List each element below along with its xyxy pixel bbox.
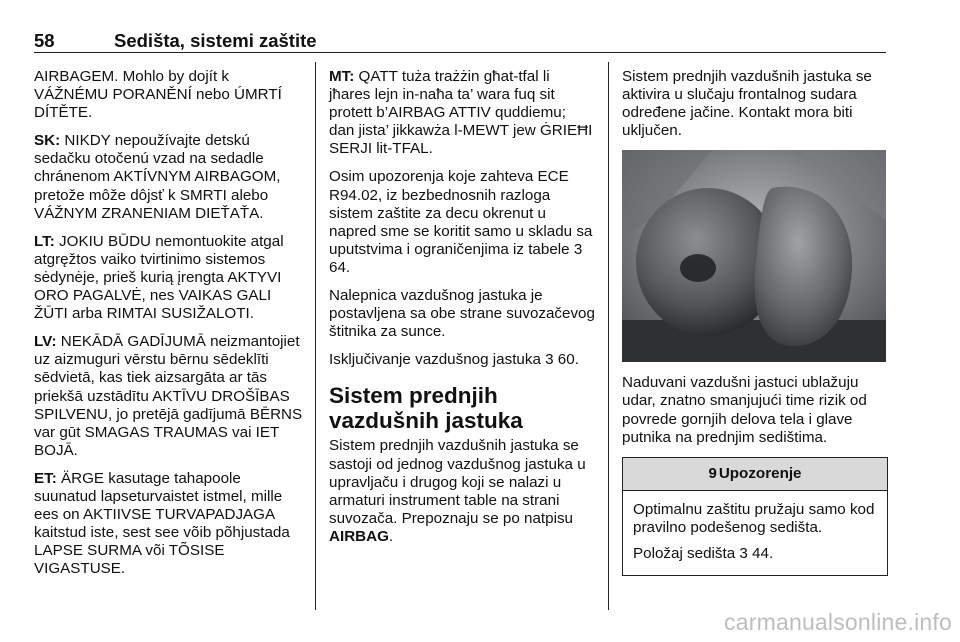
paragraph-lt xyxy=(34,233,306,323)
warning-box xyxy=(622,457,888,576)
warning-text xyxy=(633,545,877,563)
paragraph: AIRBAGEM. Mohlo by dojít k VÁŽNÉMU PORANĚNÍ nebo ÚMRTÍ DÍTĚTE. xyxy=(34,68,282,122)
arrow-ref-icon: 3 xyxy=(573,240,583,258)
page-header xyxy=(34,30,886,53)
warning-title: Upozorenje xyxy=(718,464,802,482)
page-title: Sedišta, sistemi zaštite xyxy=(114,30,317,51)
paragraph-text: ÄRGE kasutage tahapoole suunatud lapseturvaistet istmel, mille ees on AKTIIVSE TURVAPADJAGA kaitstud iste, sest see võib põhjustada LAPSE SURMA või TÕSISE VIGASTUSE. xyxy=(34,469,290,578)
column-divider xyxy=(608,62,609,610)
watermark: carmanualsonline.info xyxy=(724,609,952,635)
paragraph-lv xyxy=(34,333,306,460)
page-reference[interactable]: 60. xyxy=(553,351,579,369)
column-divider xyxy=(315,62,316,610)
paragraph-text: Isključivanje vazdušnog jastuka xyxy=(329,351,546,369)
paragraph xyxy=(329,168,595,277)
paragraph xyxy=(329,351,595,369)
inflated-airbags-photo xyxy=(622,150,886,362)
arrow-ref-icon: 3 xyxy=(739,544,748,562)
column-left xyxy=(34,68,306,588)
page-reference[interactable]: 64. xyxy=(329,258,351,276)
section-heading: Sistem prednjih vazdušnih jastuka xyxy=(329,383,523,434)
paragraph: Nalepnica vazdušnog jastuka je postavljena sa obe strane suvozačevog štitnika za sunce. xyxy=(329,287,595,341)
paragraph-end: . xyxy=(388,527,394,545)
page-reference[interactable]: 44. xyxy=(747,544,774,562)
warning-header xyxy=(623,458,887,491)
warning-body xyxy=(623,491,887,575)
paragraph-text: Sistem prednjih vazdušnih jastuka se sastoji od jednog vazdušnog jastuka u upravljaču i drugog koji se nalazi u armaturi instrument table na strani suvozača. Prepoznaju se po natpisu xyxy=(329,437,586,527)
paragraph-sk xyxy=(34,132,306,222)
paragraph xyxy=(329,437,595,546)
language-code: ET: xyxy=(34,469,57,487)
paragraph-mt xyxy=(329,68,595,158)
warning-triangle-icon: 9 xyxy=(708,464,717,482)
paragraph-text: NIKDY nepoužívajte detskú sedačku otočenú vzad na sedadle chránenom AKTÍVNYM AIRBAGOM, pretože môže dôjsť k SMRTI alebo VÁŽNYM ZRANENIAM DIEŤAŤA. xyxy=(34,132,281,222)
paragraph: Sistem prednjih vazdušnih jastuka se aktivira u slučaju frontalnog sudara određene jačine. Kontakt mora biti uključen. xyxy=(622,68,872,140)
language-code: LT: xyxy=(34,232,55,250)
arrow-ref-icon: 3 xyxy=(545,351,554,369)
paragraph-text: QATT tuża trażżin għat-tfal li jħares lejn in-naħa ta’ wara fuq sit protett b’AIRBAG ATTIV quddiemu; dan jista’ jikkawża l-MEWT jew ĠRIEĦI SERJI lit-TFAL. xyxy=(329,68,593,158)
column-middle xyxy=(329,68,595,556)
warning-text: Optimalnu zaštitu pružaju samo kod pravilno podešenog sedišta. xyxy=(633,500,875,536)
language-code: SK: xyxy=(34,132,61,150)
paragraph-text: JOKIU BŪDU nemontuokite atgal atgręžtos vaiko tvirtinimo sistemos sėdynėje, prieš kurią įrengta AKTYVI ORO PAGALVĖ, nes VAIKAS GALI ŽŪTI arba RIMTAI SUSIŽALOTI. xyxy=(34,232,284,323)
page-number: 58 xyxy=(34,30,55,51)
steering-hub xyxy=(680,254,716,282)
airbag-label: AIRBAG xyxy=(329,527,389,545)
paragraph-et xyxy=(34,470,306,579)
paragraph-text: NEKĀDĀ GADĪJUMĀ neizmantojiet uz aizmuguri vērstu bērnu sēdeklīti sēdvietā, kas tiek aizsargāta ar tās priekšā uzstādītu AKTĪVU DROŠĪBAS SPILVENU, jo pretējā gadījumā BĒRNS var gūt SMAGAS TRAUMAS vai IET BOJĀ. xyxy=(34,333,303,459)
column-right xyxy=(622,68,888,576)
language-code: LV: xyxy=(34,333,57,351)
figure-caption: Naduvani vazdušni jastuci ublažuju udar, znatno smanjujući time rizik od povrede gornjih delova tela i glave putnika na prednjim sedištima. xyxy=(622,374,867,446)
paragraph-text: Osim upozorenja koje zahteva ECE R94.02, iz bezbednosnih razloga sistem zaštite za decu okrenut u napred sme se koritit samo u skladu sa uputstvima i ograničenjima iz tabele xyxy=(329,168,593,258)
dashboard xyxy=(622,320,886,362)
language-code: MT: xyxy=(329,68,355,85)
paragraph-text: Položaj sedišta xyxy=(633,544,740,562)
